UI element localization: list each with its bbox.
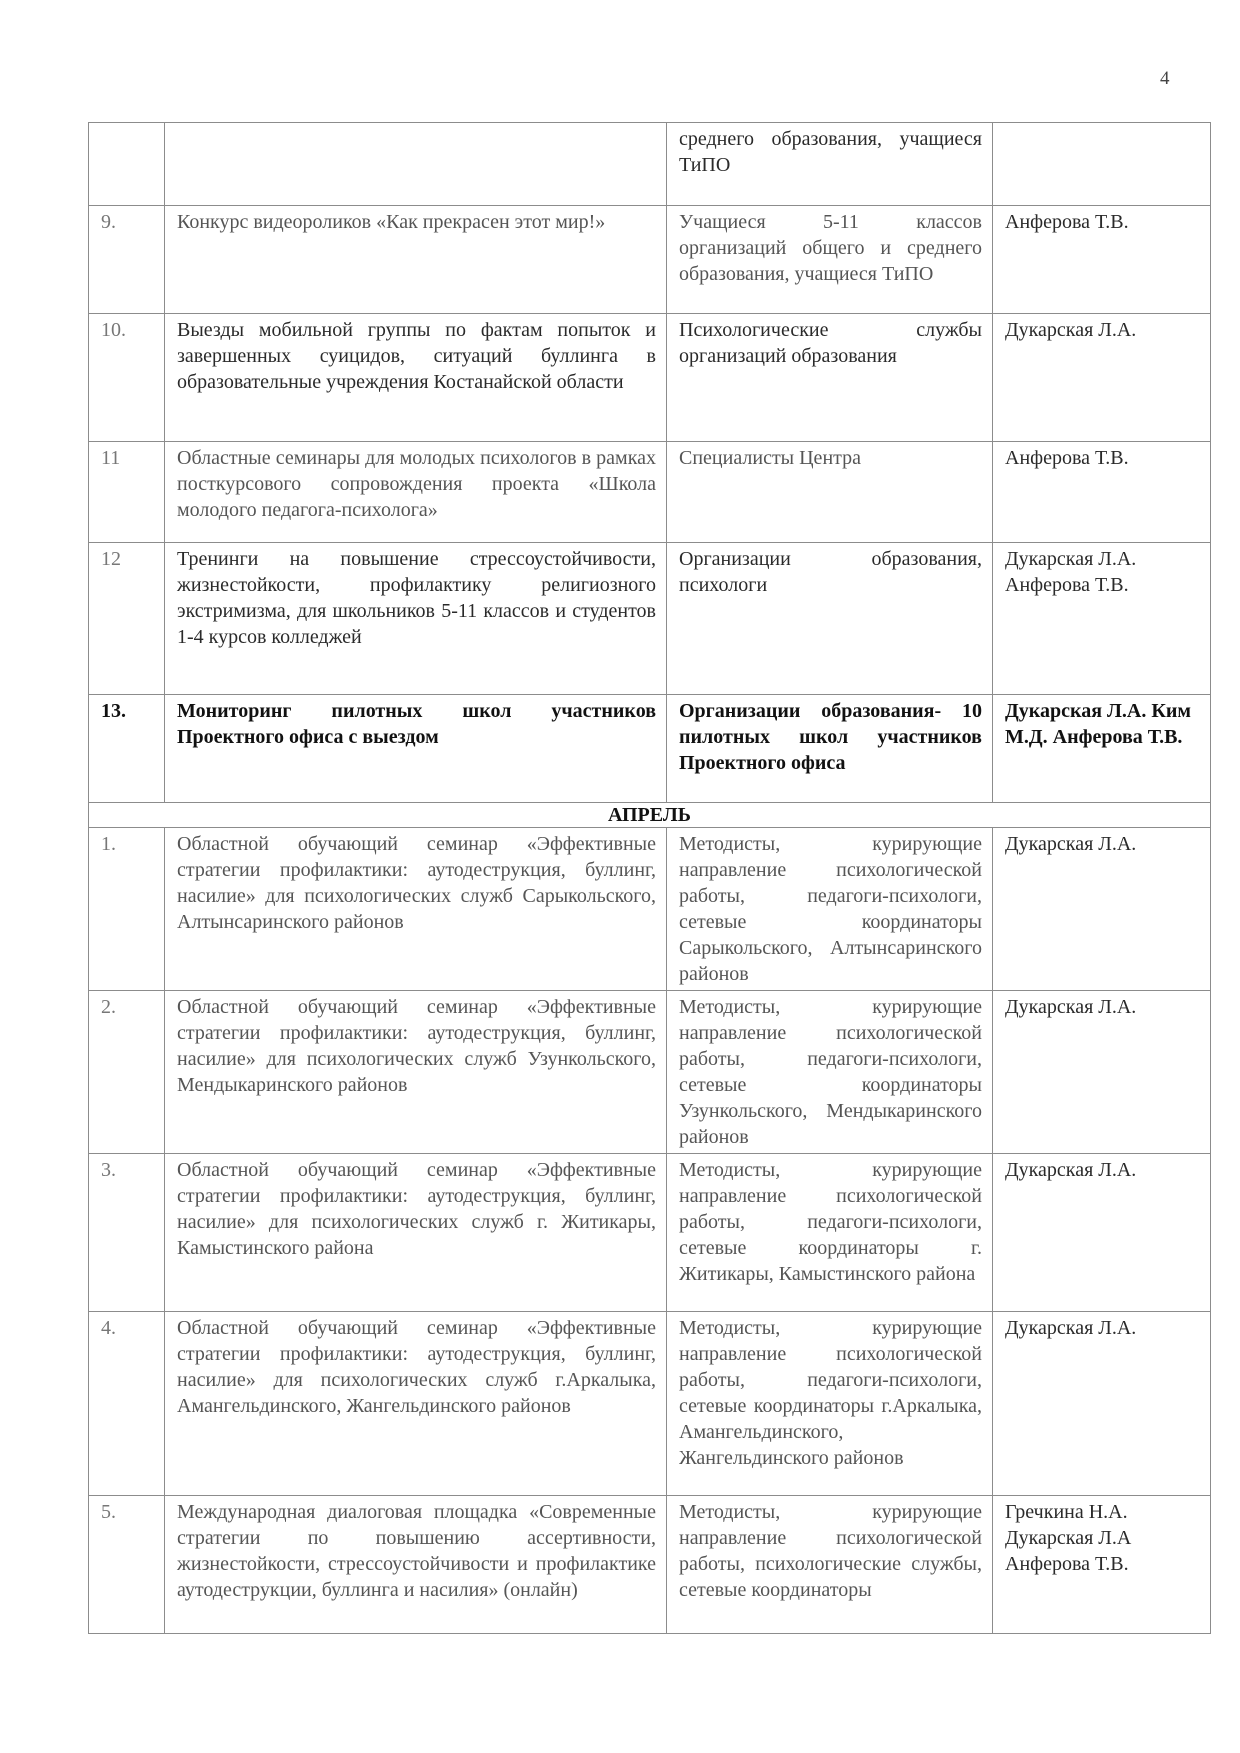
responsible-cell: Анферова Т.В. [993,206,1211,314]
table-row [89,1154,1211,1312]
month-header-row [89,803,1211,828]
table-row [89,991,1211,1154]
table-row [89,828,1211,991]
table-row [89,543,1211,695]
event-cell: Областной обучающий семинар «Эффективные стратегии профилактики: аутодеструкция, буллинг, насилие» для психологических служб Сарыкольского, Алтынсаринского районов [165,828,667,991]
events-table [88,122,1211,1634]
table-row [89,1312,1211,1496]
event-cell: Выезды мобильной группы по фактам попыток и завершенных суицидов, ситуаций буллинга в образовательные учреждения Костанайской области [165,314,667,442]
row-number: 13. [89,695,165,803]
responsible-cell: Дукарская Л.А. Анферова Т.В. [993,543,1211,695]
event-cell: Тренинги на повышение стрессоустойчивости, жизнестойкости, профилактику религиозного экстримизма, для школьников 5-11 классов и студентов 1-4 курсов колледжей [165,543,667,695]
participants-cell: Организации образования, психологи [667,543,993,695]
table-row [89,695,1211,803]
table-row [89,123,1211,206]
participants-cell: Методисты, курирующие направление психологической работы, педагоги-психологи, сетевые координаторы Узункольского, Мендыкаринского районов [667,991,993,1154]
event-cell: Областной обучающий семинар «Эффективные стратегии профилактики: аутодеструкция, буллинг, насилие» для психологических служб г.Аркалыка, Амангельдинского, Жангельдинского районов [165,1312,667,1496]
participants-cell: Методисты, курирующие направление психологической работы, педагоги-психологи, сетевые координаторы г.Аркалыка, Амангельдинского, Жангельдинского районов [667,1312,993,1496]
participants-cell: Методисты, курирующие направление психологической работы, психологические службы, сетевые координаторы [667,1496,993,1634]
event-cell: Областной обучающий семинар «Эффективные стратегии профилактики: аутодеструкция, буллинг, насилие» для психологических служб Узункольского, Мендыкаринского районов [165,991,667,1154]
responsible-cell: Дукарская Л.А. [993,1312,1211,1496]
event-cell: Конкурс видеороликов «Как прекрасен этот мир!» [165,206,667,314]
row-number: 11 [89,442,165,543]
responsible-cell: Анферова Т.В. [993,442,1211,543]
participants-cell: Методисты, курирующие направление психологической работы, педагоги-психологи, сетевые координаторы г. Житикары, Камыстинского района [667,1154,993,1312]
participants-cell: среднего образования, учащиеся ТиПО [667,123,993,206]
participants-cell: Учащиеся 5-11 классов организаций общего и среднего образования, учащиеся ТиПО [667,206,993,314]
event-cell: Областной обучающий семинар «Эффективные стратегии профилактики: аутодеструкция, буллинг, насилие» для психологических служб г. Житикары, Камыстинского района [165,1154,667,1312]
table-row [89,314,1211,442]
event-cell: Международная диалоговая площадка «Современные стратегии по повышению ассертивности, жизнестойкости, стрессоустойчивости и профилактике аутодеструкции, буллинга и насилия» (онлайн) [165,1496,667,1634]
event-cell: Областные семинары для молодых психологов в рамках посткурсового сопровождения проекта «Школа молодого педагога-психолога» [165,442,667,543]
page-number: 4 [1160,68,1170,89]
row-number: 4. [89,1312,165,1496]
event-cell [165,123,667,206]
row-number [89,123,165,206]
row-number: 1. [89,828,165,991]
participants-cell: Психологические службы организаций образования [667,314,993,442]
responsible-cell [993,123,1211,206]
row-number: 9. [89,206,165,314]
responsible-cell: Дукарская Л.А. [993,828,1211,991]
row-number: 10. [89,314,165,442]
month-heading: АПРЕЛЬ [89,803,1211,828]
participants-cell: Организации образования- 10 пилотных школ участников Проектного офиса [667,695,993,803]
responsible-cell: Гречкина Н.А. Дукарская Л.А Анферова Т.В. [993,1496,1211,1634]
row-number: 5. [89,1496,165,1634]
row-number: 12 [89,543,165,695]
responsible-cell: Дукарская Л.А. [993,991,1211,1154]
responsible-cell: Дукарская Л.А. [993,314,1211,442]
participants-cell: Методисты, курирующие направление психологической работы, педагоги-психологи, сетевые координаторы Сарыкольского, Алтынсаринского районов [667,828,993,991]
participants-cell: Специалисты Центра [667,442,993,543]
responsible-cell: Дукарская Л.А. [993,1154,1211,1312]
event-cell: Мониторинг пилотных школ участников Проектного офиса с выездом [165,695,667,803]
table-row [89,206,1211,314]
row-number: 2. [89,991,165,1154]
table-row [89,442,1211,543]
row-number: 3. [89,1154,165,1312]
table-row [89,1496,1211,1634]
responsible-cell: Дукарская Л.А. Ким М.Д. Анферова Т.В. [993,695,1211,803]
